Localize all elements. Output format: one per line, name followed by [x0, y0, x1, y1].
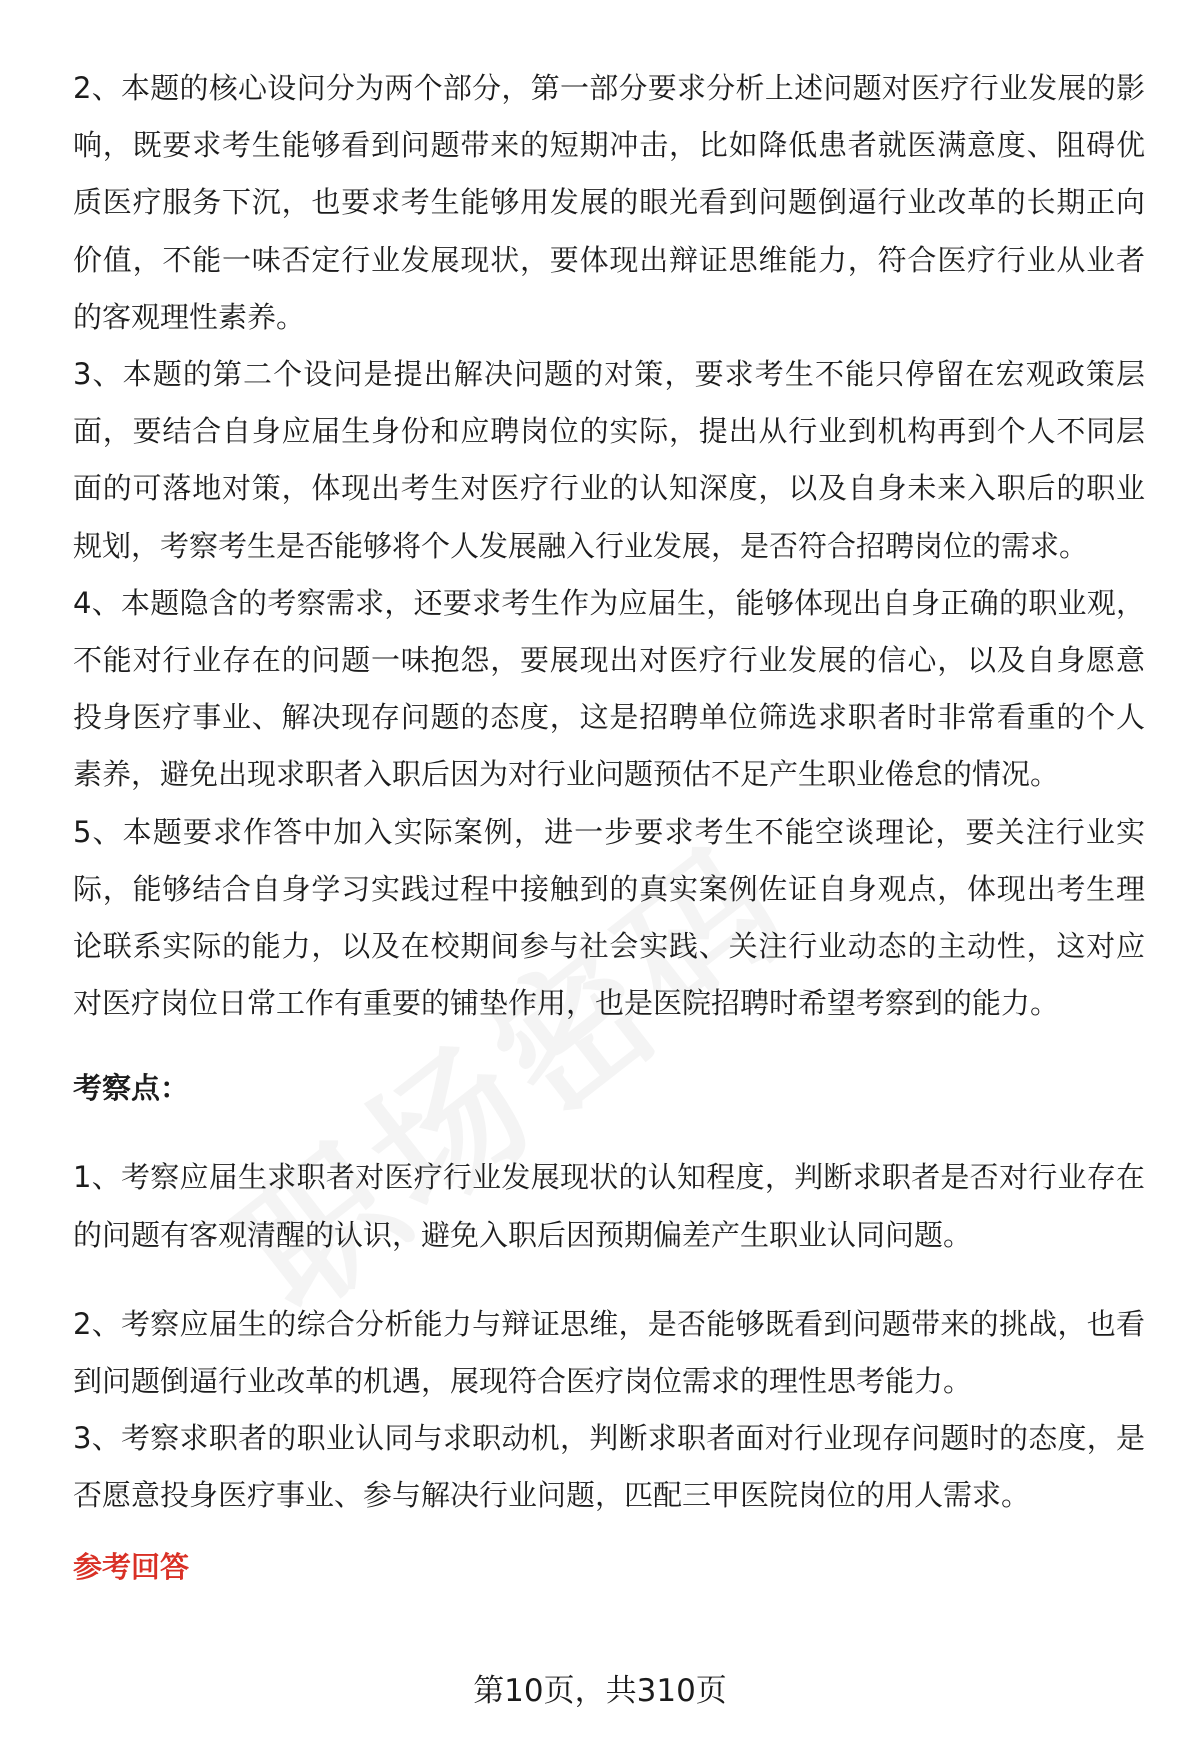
page-number-footer: 第10页，共310页 — [473, 1673, 727, 1709]
exam-point-2: 2、考察应届生的综合分析能力与辩证思维，是否能够既看到问题带来的挑战，也看到问题倒逼行业改革的机遇，展现符合医疗岗位需求的理性思考能力。 — [73, 1306, 1145, 1399]
spacer — [73, 1264, 1145, 1296]
analysis-item-2: 2、本题的核心设问分为两个部分，第一部分要求分析上述问题对医疗行业发展的影响，既要求考生能够看到问题带来的短期冲击，比如降低患者就医满意度、阻碍优质医疗服务下沉，也要求考生能够用发展的眼光看到问题倒逼行业改革的长期正向价值，不能一味否定行业发展现状，要体现出辩证思维能力，符合医疗行业从业者的客观理性素养。 — [73, 71, 1145, 334]
page-content — [73, 60, 1145, 1596]
exam-point-1: 1、考察应届生求职者对医疗行业发展现状的认知程度，判断求职者是否对行业存在的问题有客观清醒的认识，避免入职后因预期偏差产生职业认同问题。 — [73, 1160, 1145, 1252]
spacer — [73, 1117, 1145, 1149]
spacer — [73, 1032, 1145, 1060]
analysis-item-5: 5、本题要求作答中加入实际案例，进一步要求考生不能空谈理论，要关注行业实际，能够结合自身学习实践过程中接触到的真实案例佐证自身观点，体现出考生理论联系实际的能力，以及在校期间参与社会实践、关注行业动态的主动性，这对应对医疗岗位日常工作有重要的铺垫作用，也是医院招聘时希望考察到的能力。 — [73, 814, 1145, 1021]
analysis-item-4: 4、本题隐含的考察需求，还要求考生作为应届生，能够体现出自身正确的职业观，不能对行业存在的问题一味抱怨，要展现出对医疗行业发展的信心，以及自身愿意投身医疗事业、解决现存问题的态度，这是招聘单位筛选求职者时非常看重的个人素养，避免出现求职者入职后因为对行业问题预估不足产生职业倦怠的情况。 — [73, 585, 1145, 792]
reference-answer-heading: 参考回答 — [73, 1549, 190, 1584]
exam-point-3: 3、考察求职者的职业认同与求职动机，判断求职者面对行业现存问题时的态度，是否愿意投身医疗事业、参与解决行业问题，匹配三甲医院岗位的用人需求。 — [73, 1421, 1145, 1513]
analysis-item-3: 3、本题的第二个设问是提出解决问题的对策，要求考生不能只停留在宏观政策层面，要结合自身应届生身份和应聘岗位的实际，提出从行业到机构再到个人不同层面的可落地对策，体现出考生对医疗行业的认知深度，以及自身未来入职后的职业规划，考察考生是否能够将个人发展融入行业发展，是否符合招聘岗位的需求。 — [73, 357, 1145, 563]
exam-points-heading: 考察点： — [73, 1071, 190, 1106]
spacer — [73, 1525, 1145, 1539]
